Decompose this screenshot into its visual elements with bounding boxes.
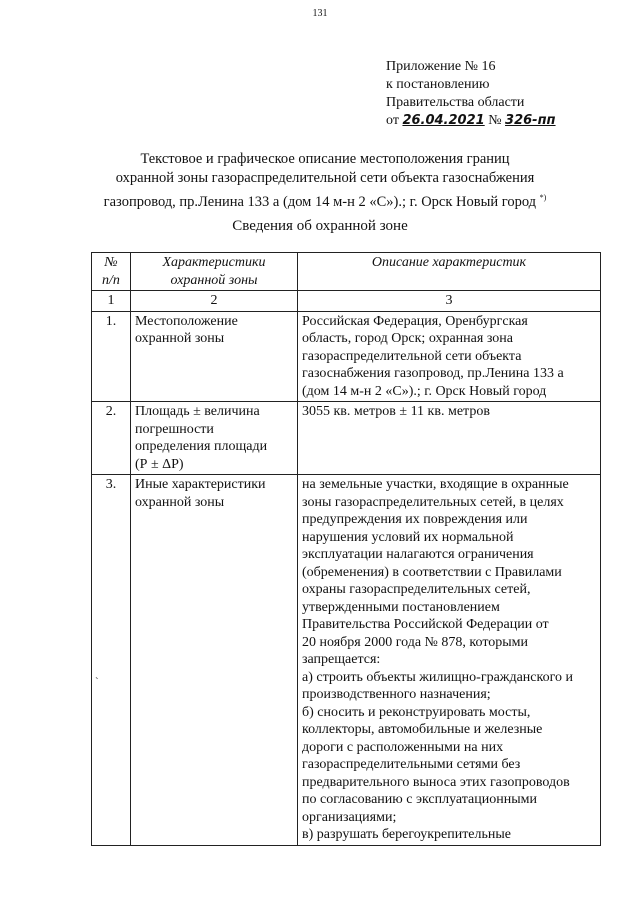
- column-number: 1: [92, 291, 131, 312]
- cell-line: 20 ноября 2000 года № 878, которыми: [302, 634, 529, 650]
- row-characteristic: [131, 311, 298, 402]
- cell-line: (дом 14 м-н 2 «С»).; г. Орск Новый город: [302, 383, 547, 399]
- cell-line: б) сносить и реконструировать мосты,: [302, 704, 531, 720]
- appendix-date-line: [386, 112, 556, 130]
- cell-line: дороги с расположенными на них: [302, 739, 504, 755]
- cell-line: запрещается:: [302, 652, 381, 667]
- page-number: 131: [312, 8, 328, 19]
- cell-line: по согласованию с эксплуатационными: [302, 792, 537, 807]
- header-char-line: охранной зоны: [170, 272, 258, 288]
- cell-line: нарушения условий их нормальной: [302, 529, 514, 545]
- handwritten-date: 26.04.2021: [402, 113, 485, 128]
- cell-line: предварительного выноса этих газопроводов: [302, 774, 570, 790]
- cell-line: область, город Орск; охранная зона: [302, 331, 513, 346]
- cell-line: а) строить объекты жилищно-гражданского и: [302, 669, 573, 685]
- row-description: [298, 475, 601, 846]
- cell-line: организациями;: [302, 809, 397, 825]
- cell-line: Площадь ± величина: [135, 404, 260, 419]
- appendix-line: к постановлению: [386, 77, 490, 92]
- title-line: Текстовое и графическое описание местоположения границ: [140, 151, 510, 167]
- cell-line: охранной зоны: [135, 494, 225, 510]
- row-number: 1.: [92, 311, 131, 402]
- appendix-line: Приложение № 16: [386, 59, 496, 74]
- cell-line: охраны газораспределительных сетей,: [302, 582, 531, 597]
- row-characteristic: [131, 402, 298, 475]
- title-line: [90, 188, 560, 212]
- row-number: 3.: [92, 475, 131, 846]
- row-description: [298, 402, 601, 475]
- table-row: [92, 311, 601, 402]
- cell-line: газораспределительными сетями без: [302, 757, 521, 772]
- cell-line: погрешности: [135, 421, 214, 437]
- header-num-line: №: [104, 255, 118, 270]
- cell-line: Местоположение: [135, 313, 238, 329]
- column-number: 2: [131, 291, 298, 312]
- title-line: охранной зоны газораспределительной сети объекта газоснабжения: [115, 170, 535, 186]
- cell-line: (Р ± ΔР): [135, 456, 184, 472]
- cell-line: эксплуатации налагаются ограничения: [302, 547, 534, 562]
- cell-line: производственного назначения;: [302, 687, 491, 702]
- header-char-line: Характеристики: [162, 255, 266, 270]
- cell-line: зоны газораспределительных сетей, в целях: [302, 494, 564, 510]
- header-num-line: п/п: [102, 272, 120, 288]
- cell-line: предупреждения их повреждения или: [302, 512, 528, 527]
- number-sign: №: [488, 113, 502, 128]
- cell-line: газоснабжения газопровод, пр.Ленина 133 а: [302, 366, 564, 381]
- cell-line: 3055 кв. метров ± 11 кв. метров: [302, 404, 490, 419]
- row-number: 2.: [92, 402, 131, 475]
- date-prefix: от: [386, 113, 399, 128]
- cell-line: (обременения) в соответствии с Правилами: [302, 564, 562, 580]
- cell-line: Российская Федерация, Оренбургская: [302, 313, 528, 329]
- appendix-line: Правительства области: [386, 95, 525, 110]
- table-header-row: [92, 253, 601, 291]
- cell-line: определения площади: [135, 439, 268, 454]
- row-characteristic: [131, 475, 298, 846]
- cell-line: газораспределительной сети объекта: [302, 348, 522, 364]
- stray-mark: `: [95, 676, 99, 688]
- header-characteristics: [131, 253, 298, 291]
- section-title: Сведения об охранной зоне: [232, 218, 408, 234]
- cell-line: охранной зоны: [135, 331, 225, 346]
- cell-line: коллекторы, автомобильные и железные: [302, 722, 543, 737]
- table-row: [92, 402, 601, 475]
- header-description: Описание характеристик: [298, 253, 601, 291]
- table-row: [92, 475, 601, 846]
- footnote-mark: *): [539, 193, 547, 202]
- column-number: 3: [298, 291, 601, 312]
- cell-line: в) разрушать берегоукрепительные: [302, 827, 512, 842]
- cell-line: Иные характеристики: [135, 477, 266, 492]
- document-title: [90, 150, 560, 212]
- appendix-block: [386, 58, 556, 130]
- cell-line: на земельные участки, входящие в охранные: [302, 477, 569, 492]
- column-number-row: [92, 291, 601, 312]
- cell-line: утвержденными постановлением: [302, 599, 500, 615]
- handwritten-number: 326-пп: [505, 113, 556, 128]
- row-description: [298, 311, 601, 402]
- title-line-text: газопровод, пр.Ленина 133 а (дом 14 м-н 2 «С»).; г. Орск Новый город: [103, 193, 537, 210]
- cell-line: Правительства Российской Федерации от: [302, 617, 549, 632]
- header-num: [92, 253, 131, 291]
- protection-zone-table: [91, 252, 601, 846]
